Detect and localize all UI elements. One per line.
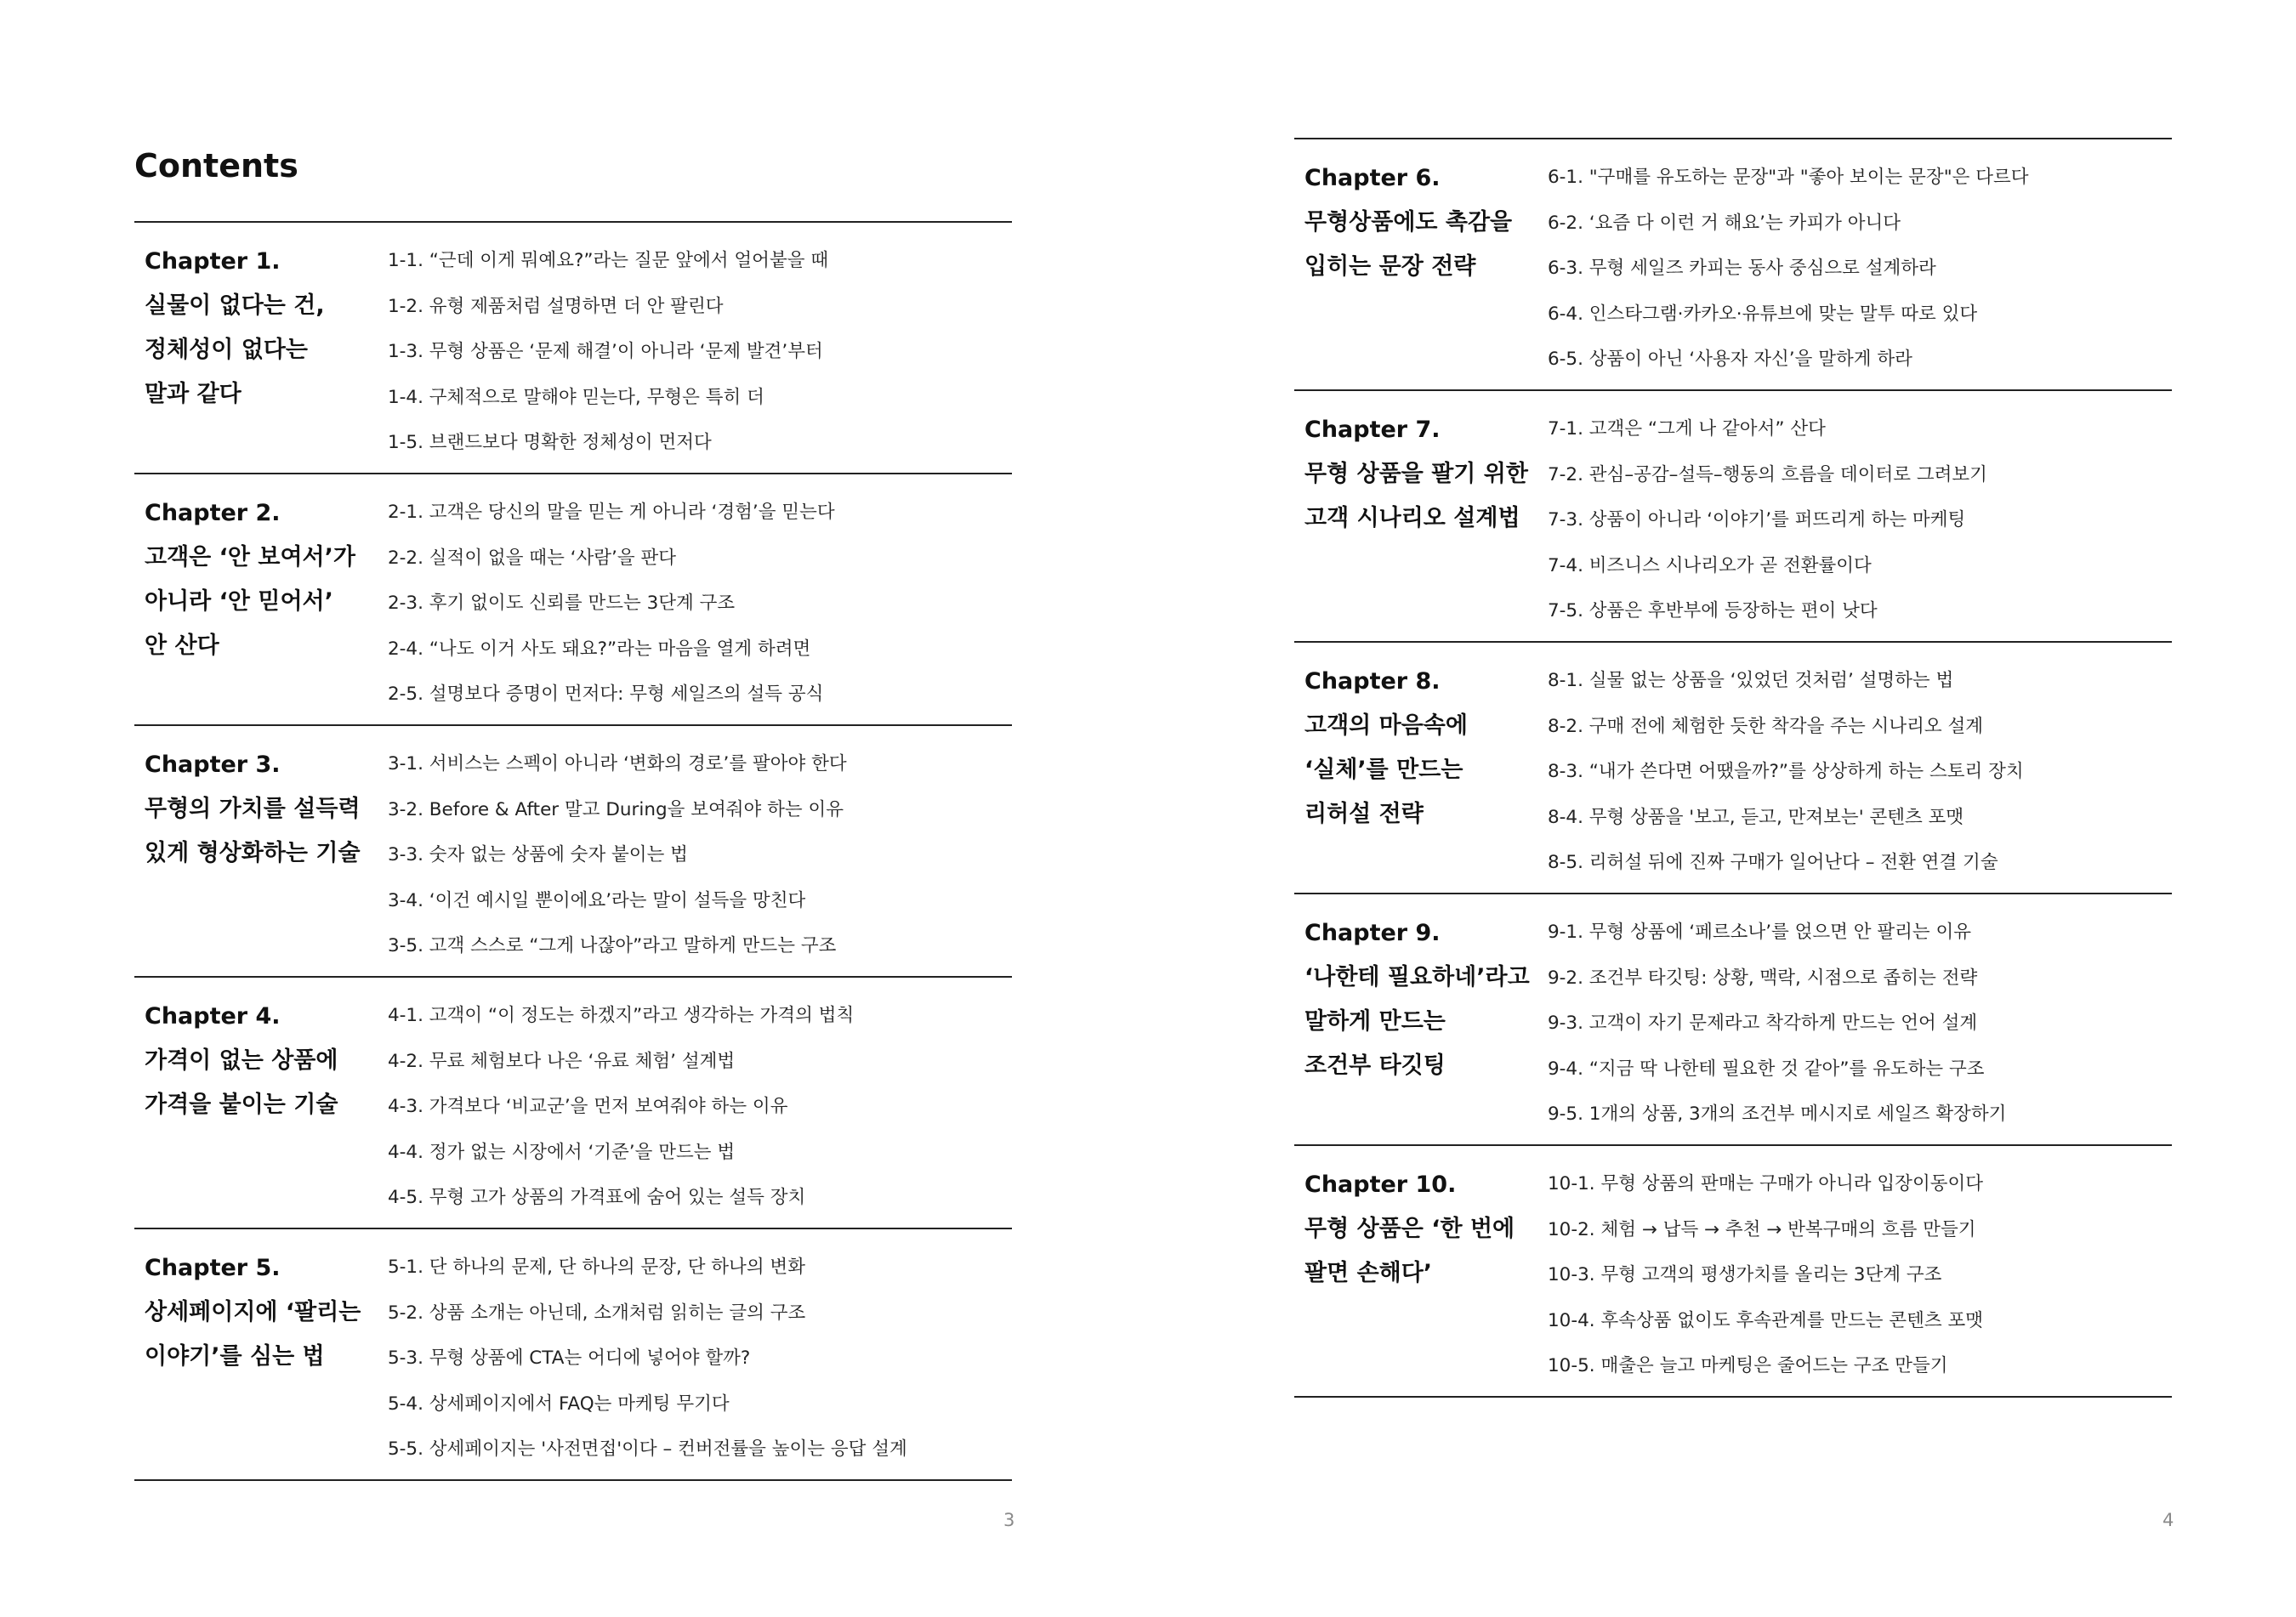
section-list <box>1548 155 2172 383</box>
section-entry: 5-1. 단 하나의 문제, 단 하나의 문장, 단 하나의 변화 <box>388 1257 805 1278</box>
chapter-heading <box>145 240 374 417</box>
chapter-title-line: 이야기’를 심는 법 <box>145 1343 325 1370</box>
chapter-number: Chapter 3. <box>145 752 281 778</box>
section-entry: 9-4. “지금 딱 나한테 필요한 것 같아”를 유도하는 구조 <box>1548 1058 1985 1080</box>
chapter-number: Chapter 8. <box>1304 668 1441 695</box>
section-entry: 4-2. 무료 체험보다 나은 ‘유료 체험’ 설계법 <box>388 1050 736 1072</box>
section-entry: 1-5. 브랜드보다 명확한 정체성이 먼저다 <box>388 432 712 453</box>
section-entry: 7-4. 비즈니스 시나리오가 곧 전환률이다 <box>1548 554 1872 576</box>
section-list <box>388 490 1012 718</box>
section-entry: 8-3. “내가 쓴다면 어땠을까?”를 상상하게 하는 스토리 장치 <box>1548 761 2024 782</box>
section-entry: 4-4. 정가 없는 시장에서 ‘기준’을 만드는 법 <box>388 1141 736 1163</box>
section-list <box>388 993 1012 1221</box>
chapter-title-line: 있게 형상화하는 기술 <box>145 840 361 866</box>
section-entry: 1-2. 유형 제품처럼 설명하면 더 안 팔린다 <box>388 295 724 317</box>
chapter-block <box>134 221 1012 473</box>
section-entry: 10-5. 매출은 늘고 마케팅은 줄어드는 구조 만들기 <box>1548 1355 1948 1376</box>
section-entry: 7-5. 상품은 후반부에 등장하는 편이 낫다 <box>1548 600 1878 621</box>
section-entry: 2-4. “나도 이거 사도 돼요?”라는 마음을 열게 하려면 <box>388 638 811 660</box>
chapter-number: Chapter 7. <box>1304 417 1441 443</box>
section-entry: 4-3. 가격보다 ‘비교군’을 먼저 보여줘야 하는 이유 <box>388 1096 788 1117</box>
section-entry: 8-1. 실물 없는 상품을 ‘있었던 것처럼’ 설명하는 법 <box>1548 670 1954 691</box>
chapter-title-line: 고객은 ‘안 보여서’가 <box>145 544 355 570</box>
section-entry: 2-3. 후기 없이도 신뢰를 만드는 3단계 구조 <box>388 593 736 614</box>
section-entry: 6-3. 무형 세일즈 카피는 동사 중심으로 설계하라 <box>1548 258 1936 279</box>
section-list <box>1548 1161 2172 1389</box>
chapter-heading <box>145 995 374 1127</box>
section-list <box>388 741 1012 969</box>
section-entry: 3-3. 숫자 없는 상품에 숫자 붙이는 법 <box>388 844 688 865</box>
section-entry: 2-1. 고객은 당신의 말을 믿는 게 아니라 ‘경험’을 믿는다 <box>388 502 835 523</box>
chapter-title-line: 고객의 마음속에 <box>1304 712 1468 739</box>
chapter-block <box>134 1228 1012 1479</box>
chapter-title-line: 무형상품에도 촉감을 <box>1304 209 1513 235</box>
toc-left <box>134 221 1012 1481</box>
section-list <box>1548 910 2172 1138</box>
section-entry: 7-2. 관심–공감–설득–행동의 흐름을 데이터로 그려보기 <box>1548 463 1987 485</box>
chapter-block <box>134 976 1012 1228</box>
chapter-heading <box>1304 660 1534 837</box>
section-entry: 8-5. 리허설 뒤에 진짜 구매가 일어난다 – 전환 연결 기술 <box>1548 852 1998 873</box>
chapter-title-line: 입히는 문장 전략 <box>1304 253 1476 280</box>
section-entry: 7-1. 고객은 “그게 나 같아서” 산다 <box>1548 418 1826 440</box>
chapter-block <box>1294 641 2172 893</box>
section-entry: 5-4. 상세페이지에서 FAQ는 마케팅 무기다 <box>388 1393 730 1415</box>
chapter-title-line: 실물이 없다는 건, <box>145 292 325 319</box>
section-list <box>1548 406 2172 634</box>
chapter-number: Chapter 1. <box>145 248 281 275</box>
chapter-number: Chapter 6. <box>1304 165 1441 191</box>
section-entry: 1-4. 구체적으로 말해야 믿는다, 무형은 특히 더 <box>388 386 764 408</box>
section-entry: 2-5. 설명보다 증명이 먼저다: 무형 세일즈의 설득 공식 <box>388 684 824 705</box>
section-entry: 6-4. 인스타그램·카카오·유튜브에 맞는 말투 따로 있다 <box>1548 303 1978 325</box>
chapter-heading <box>1304 408 1534 541</box>
chapter-title-line: 리허설 전략 <box>1304 801 1424 827</box>
chapter-title-line: 조건부 타깃팅 <box>1304 1052 1446 1079</box>
chapter-block <box>1294 1144 2172 1396</box>
chapter-block <box>1294 893 2172 1144</box>
chapter-title-line: 가격이 없는 상품에 <box>145 1047 338 1074</box>
section-entry: 3-2. Before & After 말고 During을 보여줘야 하는 이유 <box>388 798 844 820</box>
chapter-heading <box>145 491 374 668</box>
chapter-title-line: 상세페이지에 ‘팔리는 <box>145 1299 361 1325</box>
chapter-block <box>134 473 1012 724</box>
chapter-heading <box>1304 1163 1534 1296</box>
section-entry: 6-2. ‘요즘 다 이런 거 해요’는 카피가 아니다 <box>1548 212 1901 234</box>
section-entry: 3-1. 서비스는 스펙이 아니라 ‘변화의 경로’를 팔아야 한다 <box>388 753 847 774</box>
section-entry: 4-5. 무형 고가 상품의 가격표에 숨어 있는 설득 장치 <box>388 1187 806 1208</box>
chapter-title-line: 무형의 가치를 설득력 <box>145 796 361 822</box>
chapter-block <box>134 724 1012 976</box>
chapter-title-line: 안 산다 <box>145 633 219 659</box>
contents-title: Contents <box>134 147 298 184</box>
chapter-block <box>1294 138 2172 389</box>
chapter-heading <box>1304 156 1534 289</box>
right-page <box>1148 0 2296 1617</box>
section-entry: 4-1. 고객이 “이 정도는 하겠지”라고 생각하는 가격의 법칙 <box>388 1005 855 1026</box>
chapter-title-line: 말하게 만드는 <box>1304 1008 1446 1035</box>
page-number: 3 <box>1003 1510 1015 1530</box>
section-list <box>388 238 1012 466</box>
chapter-title-line: 말과 같다 <box>145 381 242 407</box>
section-entry: 10-3. 무형 고객의 평생가치를 올리는 3단계 구조 <box>1548 1264 1942 1285</box>
section-entry: 3-5. 고객 스스로 “그게 나잖아”라고 말하게 만드는 구조 <box>388 935 837 956</box>
section-list <box>1548 658 2172 886</box>
section-entry: 10-4. 후속상품 없이도 후속관계를 만드는 콘텐츠 포맷 <box>1548 1309 1984 1331</box>
chapter-title-line: 가격을 붙이는 기술 <box>145 1092 338 1118</box>
section-entry: 8-4. 무형 상품을 '보고, 듣고, 만져보는' 콘텐츠 포맷 <box>1548 806 1964 828</box>
chapter-number: Chapter 9. <box>1304 920 1441 946</box>
toc-right <box>1294 138 2172 1398</box>
chapter-title-line: 고객 시나리오 설계법 <box>1304 505 1520 531</box>
chapter-title-line: 팔면 손해다’ <box>1304 1260 1433 1286</box>
section-entry: 5-3. 무형 상품에 CTA는 어디에 넣어야 할까? <box>388 1348 751 1369</box>
chapter-title-line: 아니라 ‘안 믿어서’ <box>145 588 333 615</box>
section-entry: 5-2. 상품 소개는 아닌데, 소개처럼 읽히는 글의 구조 <box>388 1302 806 1324</box>
chapter-title-line: ‘나한테 필요하네’라고 <box>1304 964 1530 990</box>
section-entry: 6-5. 상품이 아닌 ‘사용자 자신’을 말하게 하라 <box>1548 349 1912 370</box>
chapter-number: Chapter 5. <box>145 1255 281 1281</box>
chapter-title-line: 무형 상품은 ‘한 번에 <box>1304 1216 1515 1242</box>
section-entry: 1-1. “근데 이게 뭐예요?”라는 질문 앞에서 얼어붙을 때 <box>388 250 829 271</box>
chapter-block <box>1294 389 2172 641</box>
section-list <box>388 1245 1012 1472</box>
section-entry: 5-5. 상세페이지는 '사전면접'이다 – 컨버전률을 높이는 응답 설계 <box>388 1438 907 1460</box>
section-entry: 6-1. "구매를 유도하는 문장"과 "좋아 보이는 문장"은 다르다 <box>1548 167 2029 188</box>
section-entry: 9-1. 무형 상품에 ‘페르소나’를 얹으면 안 팔리는 이유 <box>1548 922 1972 943</box>
chapter-number: Chapter 4. <box>145 1003 281 1030</box>
chapter-heading <box>145 743 374 876</box>
chapter-number: Chapter 2. <box>145 500 281 526</box>
section-entry: 3-4. ‘이건 예시일 뿐이에요’라는 말이 설득을 망친다 <box>388 889 806 911</box>
chapter-heading <box>1304 911 1534 1088</box>
section-entry: 9-5. 1개의 상품, 3개의 조건부 메시지로 세일즈 확장하기 <box>1548 1104 2007 1125</box>
section-entry: 9-3. 고객이 자기 문제라고 착각하게 만드는 언어 설계 <box>1548 1013 1978 1034</box>
section-entry: 9-2. 조건부 타깃팅: 상황, 맥락, 시점으로 좁히는 전략 <box>1548 967 1978 989</box>
section-entry: 7-3. 상품이 아니라 ‘이야기’를 퍼뜨리게 하는 마케팅 <box>1548 509 1966 530</box>
chapter-title-line: 무형 상품을 팔기 위한 <box>1304 461 1528 487</box>
section-entry: 8-2. 구매 전에 체험한 듯한 착각을 주는 시나리오 설계 <box>1548 715 1984 737</box>
chapter-heading <box>145 1246 374 1379</box>
section-entry: 1-3. 무형 상품은 ‘문제 해결’이 아니라 ‘문제 발견’부터 <box>388 341 823 362</box>
section-entry: 10-1. 무형 상품의 판매는 구매가 아니라 입장이동이다 <box>1548 1173 1984 1194</box>
chapter-number: Chapter 10. <box>1304 1172 1457 1198</box>
page-number: 4 <box>2162 1510 2174 1530</box>
section-entry: 10-2. 체험 → 납득 → 추천 → 반복구매의 흐름 만들기 <box>1548 1218 1976 1240</box>
section-entry: 2-2. 실적이 없을 때는 ‘사람’을 판다 <box>388 547 677 569</box>
chapter-title-line: 정체성이 없다는 <box>145 337 308 363</box>
chapter-title-line: ‘실체’를 만드는 <box>1304 757 1463 783</box>
